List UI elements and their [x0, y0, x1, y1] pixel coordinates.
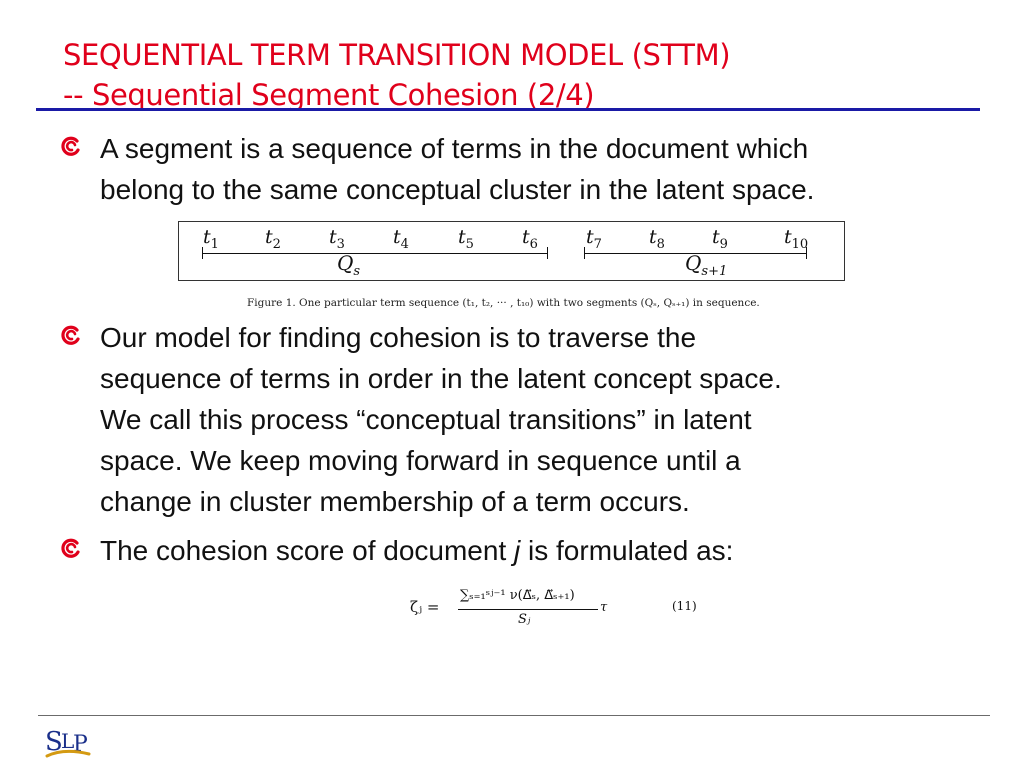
term-label: $t_6$ — [522, 226, 538, 252]
term-label: $t_{10}$ — [784, 226, 809, 252]
title-underline — [36, 108, 980, 111]
bullet-2-line-2: sequence of terms in order in the latent concept space. — [100, 363, 782, 394]
formula-denominator: Sⱼ — [518, 612, 531, 627]
term-label: $t_1$ — [203, 226, 219, 252]
term-label: $t_5$ — [458, 226, 474, 252]
swirl-bullet-icon — [60, 537, 82, 559]
segment-label-qs1: $Q_{s+1}$ — [685, 251, 728, 279]
term-label: $t_8$ — [649, 226, 665, 252]
term-sequence-figure — [178, 221, 845, 281]
segment-end-tick — [806, 247, 807, 259]
svg-text:P: P — [73, 732, 88, 757]
equation-number: (11) — [672, 599, 697, 613]
bullet-1-line-1: A segment is a sequence of terms in the document which — [100, 133, 809, 164]
svg-text:L: L — [61, 729, 75, 753]
figure-caption: Figure 1. One particular term sequence (t₁, t₂, ··· , t₁₀) with two segments (Qₛ, Qₛ₊₁) in sequence. — [247, 297, 760, 309]
fraction-bar — [458, 609, 598, 610]
segment-end-tick — [547, 247, 548, 259]
bullet-3-text: The cohesion score of document j is formulated as: — [100, 535, 734, 566]
formula-numerator: ∑ₛ₌₁ˢʲ⁻¹ ν(Δ⃗ₛ, Δ⃗ₛ₊₁) — [460, 588, 575, 603]
term-label: $t_9$ — [712, 226, 728, 252]
slp-logo — [44, 724, 94, 760]
bullet-2-line-3: We call this process “conceptual transitions” in latent — [100, 404, 752, 435]
term-label: $t_4$ — [393, 226, 409, 252]
bullet-2-line-5: change in cluster membership of a term occurs. — [100, 486, 690, 517]
term-label: $t_7$ — [586, 226, 602, 252]
segment-label-qs: $Q_s$ — [337, 251, 361, 279]
swirl-bullet-icon — [60, 135, 82, 157]
bullet-1-line-2: belong to the same conceptual cluster in the latent space. — [100, 174, 815, 205]
title-line-2: -- Sequential Segment Cohesion (2/4) — [63, 78, 595, 112]
footer-rule — [38, 715, 990, 716]
bullet-2-line-1: Our model for finding cohesion is to traverse the — [100, 322, 697, 353]
formula-factor: τ — [600, 600, 608, 615]
segment-s-line — [202, 253, 547, 254]
swirl-bullet-icon — [60, 324, 82, 346]
formula-lhs: ζⱼ = — [410, 598, 440, 616]
term-label: $t_2$ — [265, 226, 281, 252]
term-label: $t_3$ — [329, 226, 345, 252]
title-line-1: SEQUENTIAL TERM TRANSITION MODEL (STTM) — [63, 38, 731, 72]
svg-text:S: S — [45, 727, 63, 757]
bullet-2-line-4: space. We keep moving forward in sequence until a — [100, 445, 741, 476]
